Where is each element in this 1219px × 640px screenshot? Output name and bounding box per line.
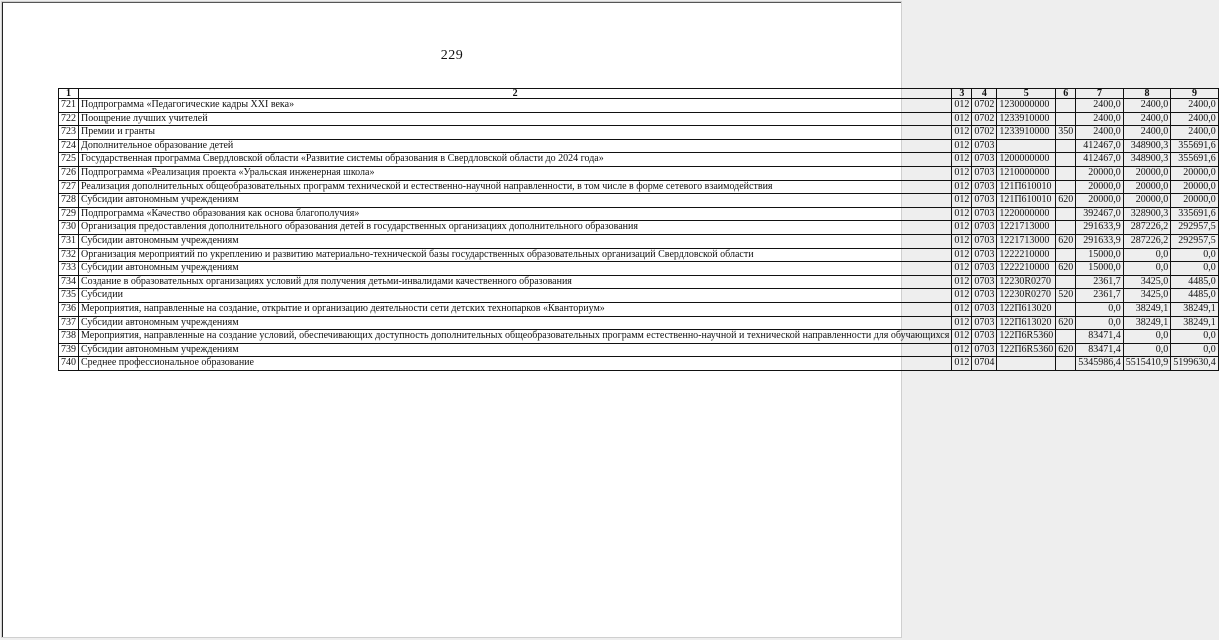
amount-col9: 20000,0 (1171, 194, 1219, 208)
amount-col9: 292957,5 (1171, 234, 1219, 248)
amount-col7: 5345986,4 (1076, 357, 1124, 371)
amount-col8: 328900,3 (1123, 207, 1171, 221)
target-article: 121П610010 (997, 194, 1056, 208)
ministry-code: 012 (952, 180, 972, 194)
ministry-code: 012 (952, 275, 972, 289)
expense-type (1056, 248, 1076, 262)
section-code: 0703 (972, 289, 997, 303)
section-code: 0703 (972, 330, 997, 344)
ministry-code: 012 (952, 221, 972, 235)
ministry-code: 012 (952, 207, 972, 221)
section-code: 0702 (972, 112, 997, 126)
section-code: 0703 (972, 139, 997, 153)
row-number: 735 (59, 289, 79, 303)
target-article: 1233910000 (997, 126, 1056, 140)
table-row (59, 139, 1219, 153)
amount-col8: 2400,0 (1123, 112, 1171, 126)
amount-col9: 4485,0 (1171, 289, 1219, 303)
item-name: Субсидии автономным учреждениям (79, 194, 952, 208)
expense-type (1056, 207, 1076, 221)
row-number: 731 (59, 234, 79, 248)
amount-col7: 15000,0 (1076, 248, 1124, 262)
amount-col7: 2400,0 (1076, 112, 1124, 126)
amount-col9: 2400,0 (1171, 112, 1219, 126)
item-name: Организация мероприятий по укреплению и развитию материально-технической базы государственных образовательных организаций Свердловской области (79, 248, 952, 262)
section-code: 0704 (972, 357, 997, 371)
table-row (59, 126, 1219, 140)
expense-type (1056, 99, 1076, 113)
ministry-code: 012 (952, 248, 972, 262)
target-article (997, 357, 1056, 371)
ministry-code: 012 (952, 357, 972, 371)
amount-col7: 291633,9 (1076, 221, 1124, 235)
target-article: 1221713000 (997, 234, 1056, 248)
section-code: 0703 (972, 180, 997, 194)
amount-col9: 335691,6 (1171, 207, 1219, 221)
ministry-code: 012 (952, 234, 972, 248)
amount-col8: 0,0 (1123, 248, 1171, 262)
expense-type (1056, 330, 1076, 344)
amount-col7: 0,0 (1076, 316, 1124, 330)
table-row (59, 112, 1219, 126)
col-header: 4 (972, 89, 997, 99)
expense-type (1056, 275, 1076, 289)
amount-col9: 38249,1 (1171, 302, 1219, 316)
amount-col9: 20000,0 (1171, 166, 1219, 180)
amount-col7: 2361,7 (1076, 275, 1124, 289)
budget-table (58, 88, 1219, 371)
amount-col9: 2400,0 (1171, 126, 1219, 140)
amount-col9: 20000,0 (1171, 180, 1219, 194)
amount-col9: 0,0 (1171, 262, 1219, 276)
amount-col8: 2400,0 (1123, 99, 1171, 113)
expense-type (1056, 302, 1076, 316)
expense-type: 620 (1056, 343, 1076, 357)
section-code: 0703 (972, 275, 997, 289)
item-name: Реализация дополнительных общеобразовательных программ технической и естественно-научной направленности, в том числе в форме сетевого взаимодействия (79, 180, 952, 194)
amount-col7: 412467,0 (1076, 153, 1124, 167)
amount-col7: 2400,0 (1076, 99, 1124, 113)
amount-col7: 83471,4 (1076, 330, 1124, 344)
amount-col7: 2400,0 (1076, 126, 1124, 140)
expense-type (1056, 166, 1076, 180)
target-article (997, 139, 1056, 153)
row-number: 740 (59, 357, 79, 371)
amount-col9: 5199630,4 (1171, 357, 1219, 371)
target-article: 1222210000 (997, 248, 1056, 262)
row-number: 730 (59, 221, 79, 235)
row-number: 733 (59, 262, 79, 276)
section-code: 0703 (972, 248, 997, 262)
amount-col7: 291633,9 (1076, 234, 1124, 248)
amount-col9: 0,0 (1171, 248, 1219, 262)
section-code: 0702 (972, 99, 997, 113)
amount-col8: 3425,0 (1123, 275, 1171, 289)
row-number: 728 (59, 194, 79, 208)
amount-col7: 20000,0 (1076, 166, 1124, 180)
amount-col7: 20000,0 (1076, 180, 1124, 194)
target-article: 1210000000 (997, 166, 1056, 180)
amount-col9: 355691,6 (1171, 139, 1219, 153)
expense-type: 620 (1056, 262, 1076, 276)
ministry-code: 012 (952, 289, 972, 303)
row-number: 732 (59, 248, 79, 262)
ministry-code: 012 (952, 99, 972, 113)
amount-col8: 0,0 (1123, 343, 1171, 357)
section-code: 0703 (972, 194, 997, 208)
item-name: Субсидии автономным учреждениям (79, 234, 952, 248)
table-row (59, 99, 1219, 113)
amount-col9: 0,0 (1171, 343, 1219, 357)
item-name: Премии и гранты (79, 126, 952, 140)
ministry-code: 012 (952, 343, 972, 357)
expense-type: 620 (1056, 316, 1076, 330)
ministry-code: 012 (952, 316, 972, 330)
row-number: 727 (59, 180, 79, 194)
table-row (59, 275, 1219, 289)
item-name: Подпрограмма «Реализация проекта «Уральская инженерная школа» (79, 166, 952, 180)
row-number: 738 (59, 330, 79, 344)
section-code: 0703 (972, 316, 997, 330)
table-row (59, 194, 1219, 208)
ministry-code: 012 (952, 194, 972, 208)
row-number: 729 (59, 207, 79, 221)
amount-col8: 0,0 (1123, 330, 1171, 344)
amount-col7: 2361,7 (1076, 289, 1124, 303)
col-header: 8 (1123, 89, 1171, 99)
table-row (59, 221, 1219, 235)
section-code: 0703 (972, 262, 997, 276)
page-number: 229 (440, 48, 464, 63)
amount-col8: 348900,3 (1123, 153, 1171, 167)
item-name: Подпрограмма «Педагогические кадры XXI века» (79, 99, 952, 113)
item-name: Субсидии автономным учреждениям (79, 343, 952, 357)
row-number: 725 (59, 153, 79, 167)
expense-type: 350 (1056, 126, 1076, 140)
table-row (59, 357, 1219, 371)
expense-type: 620 (1056, 194, 1076, 208)
header-row (59, 89, 1219, 99)
row-number: 737 (59, 316, 79, 330)
table-row (59, 302, 1219, 316)
item-name: Подпрограмма «Качество образования как основа благополучия» (79, 207, 952, 221)
section-code: 0703 (972, 153, 997, 167)
target-article: 12230R0270 (997, 289, 1056, 303)
amount-col8: 287226,2 (1123, 221, 1171, 235)
expense-type (1056, 139, 1076, 153)
ministry-code: 012 (952, 262, 972, 276)
col-header: 1 (59, 89, 79, 99)
amount-col9: 0,0 (1171, 330, 1219, 344)
expense-type: 620 (1056, 234, 1076, 248)
table-row (59, 234, 1219, 248)
item-name: Субсидии автономным учреждениям (79, 316, 952, 330)
row-number: 723 (59, 126, 79, 140)
amount-col8: 20000,0 (1123, 166, 1171, 180)
target-article: 1221713000 (997, 221, 1056, 235)
table-row (59, 343, 1219, 357)
amount-col9: 2400,0 (1171, 99, 1219, 113)
item-name: Субсидии автономным учреждениям (79, 262, 952, 276)
amount-col9: 355691,6 (1171, 153, 1219, 167)
table-row (59, 330, 1219, 344)
amount-col8: 5515410,9 (1123, 357, 1171, 371)
row-number: 722 (59, 112, 79, 126)
target-article: 121П610010 (997, 180, 1056, 194)
amount-col8: 2400,0 (1123, 126, 1171, 140)
table-row (59, 153, 1219, 167)
amount-col7: 83471,4 (1076, 343, 1124, 357)
target-article: 122П6R5360 (997, 330, 1056, 344)
expense-type (1056, 357, 1076, 371)
amount-col8: 20000,0 (1123, 180, 1171, 194)
col-header: 6 (1056, 89, 1076, 99)
item-name: Государственная программа Свердловской области «Развитие системы образования в Свердловской области до 2024 года» (79, 153, 952, 167)
amount-col8: 348900,3 (1123, 139, 1171, 153)
table-row (59, 289, 1219, 303)
amount-col7: 392467,0 (1076, 207, 1124, 221)
ministry-code: 012 (952, 139, 972, 153)
col-header: 2 (79, 89, 952, 99)
amount-col7: 412467,0 (1076, 139, 1124, 153)
ministry-code: 012 (952, 153, 972, 167)
target-article: 122П613020 (997, 302, 1056, 316)
item-name: Организация предоставления дополнительного образования детей в государственных организациях дополнительного образования (79, 221, 952, 235)
amount-col7: 0,0 (1076, 302, 1124, 316)
target-article: 1220000000 (997, 207, 1056, 221)
row-number: 739 (59, 343, 79, 357)
target-article: 122П6R5360 (997, 343, 1056, 357)
expense-type (1056, 112, 1076, 126)
table-row (59, 166, 1219, 180)
item-name: Поощрение лучших учителей (79, 112, 952, 126)
section-code: 0703 (972, 234, 997, 248)
col-header: 9 (1171, 89, 1219, 99)
section-code: 0703 (972, 302, 997, 316)
table-row (59, 262, 1219, 276)
row-number: 724 (59, 139, 79, 153)
row-number: 721 (59, 99, 79, 113)
section-code: 0702 (972, 126, 997, 140)
expense-type (1056, 221, 1076, 235)
table-row (59, 316, 1219, 330)
item-name: Дополнительное образование детей (79, 139, 952, 153)
ministry-code: 012 (952, 126, 972, 140)
section-code: 0703 (972, 343, 997, 357)
section-code: 0703 (972, 207, 997, 221)
document-page (2, 2, 1216, 637)
ministry-code: 012 (952, 302, 972, 316)
ministry-code: 012 (952, 112, 972, 126)
row-number: 734 (59, 275, 79, 289)
col-header: 5 (997, 89, 1056, 99)
amount-col8: 3425,0 (1123, 289, 1171, 303)
col-header: 3 (952, 89, 972, 99)
expense-type: 520 (1056, 289, 1076, 303)
expense-type (1056, 180, 1076, 194)
table-row (59, 207, 1219, 221)
item-name: Создание в образовательных организациях условий для получения детьми-инвалидами качественного образования (79, 275, 952, 289)
amount-col8: 38249,1 (1123, 316, 1171, 330)
amount-col8: 0,0 (1123, 262, 1171, 276)
target-article: 1222210000 (997, 262, 1056, 276)
section-code: 0703 (972, 221, 997, 235)
amount-col8: 20000,0 (1123, 194, 1171, 208)
amount-col9: 292957,5 (1171, 221, 1219, 235)
item-name: Субсидии (79, 289, 952, 303)
amount-col7: 20000,0 (1076, 194, 1124, 208)
section-code: 0703 (972, 166, 997, 180)
item-name: Мероприятия, направленные на создание условий, обеспечивающих доступность дополнительных общеобразовательных программ естественно-научной и технической направленности для обучающихся (79, 330, 952, 344)
table-row (59, 248, 1219, 262)
expense-type (1056, 153, 1076, 167)
amount-col8: 287226,2 (1123, 234, 1171, 248)
amount-col9: 38249,1 (1171, 316, 1219, 330)
target-article: 1230000000 (997, 99, 1056, 113)
target-article: 1233910000 (997, 112, 1056, 126)
ministry-code: 012 (952, 166, 972, 180)
amount-col8: 38249,1 (1123, 302, 1171, 316)
table-row (59, 180, 1219, 194)
item-name: Среднее профессиональное образование (79, 357, 952, 371)
row-number: 736 (59, 302, 79, 316)
target-article: 1200000000 (997, 153, 1056, 167)
target-article: 122П613020 (997, 316, 1056, 330)
item-name: Мероприятия, направленные на создание, открытие и организацию деятельности сети детских технопарков «Кванториум» (79, 302, 952, 316)
amount-col7: 15000,0 (1076, 262, 1124, 276)
ministry-code: 012 (952, 330, 972, 344)
row-number: 726 (59, 166, 79, 180)
amount-col9: 4485,0 (1171, 275, 1219, 289)
col-header: 7 (1076, 89, 1124, 99)
target-article: 12230R0270 (997, 275, 1056, 289)
